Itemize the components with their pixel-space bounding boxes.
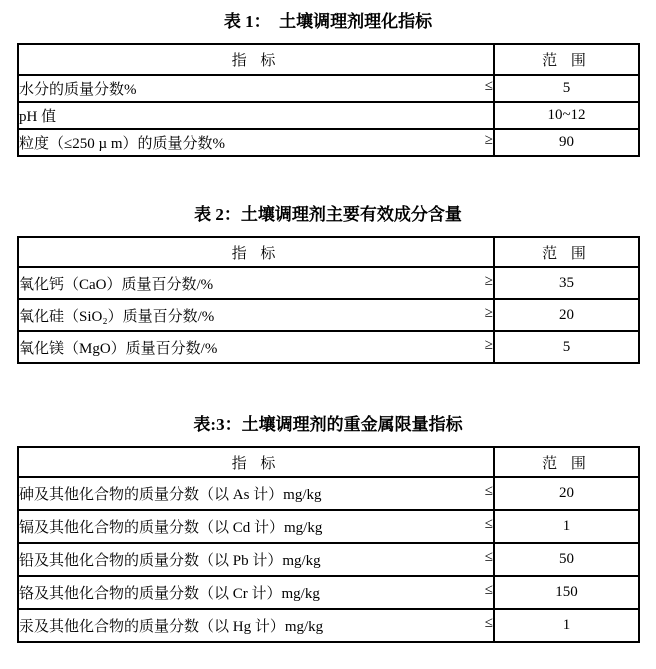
range-column-header: 范 围 [494, 447, 639, 477]
comparator-symbol: ≤ [484, 615, 493, 631]
indicator-cell [18, 331, 494, 363]
indicator-cell [18, 510, 494, 543]
indicator-label: 氧化钙（CaO）质量百分数/% [19, 276, 214, 293]
table-row [18, 75, 639, 102]
indicator-label: 铅及其他化合物的质量分数（以 Pb 计）mg/kg [19, 553, 321, 569]
indicator-label: 铬及其他化合物的质量分数（以 Cr 计）mg/kg [19, 586, 320, 602]
range-column-header: 范 围 [494, 237, 639, 267]
range-column-header: 范 围 [494, 44, 639, 75]
indicator-column-header: 指 标 [18, 447, 494, 477]
table-row [18, 576, 639, 609]
table-row [18, 543, 639, 576]
indicator-label: 镉及其他化合物的质量分数（以 Cd 计）mg/kg [19, 520, 323, 536]
indicator-cell [18, 129, 494, 156]
table-row [18, 102, 639, 129]
table-row [18, 477, 639, 510]
table-row [18, 510, 639, 543]
indicator-cell [18, 477, 494, 510]
table1-physicochemical-indicators [17, 43, 640, 157]
comparator-symbol: ≤ [484, 582, 493, 598]
table3-section [0, 414, 656, 643]
indicator-cell [18, 543, 494, 576]
table3-heavy-metal-limits [17, 446, 640, 643]
table-row [18, 267, 639, 299]
range-value: 35 [494, 267, 639, 299]
comparator-symbol: ≤ [484, 78, 493, 94]
indicator-cell [18, 75, 494, 102]
comparator-symbol: ≤ [484, 483, 493, 499]
comparator-symbol: ≥ [484, 336, 493, 353]
indicator-label: 氧化硅（SiO₂）质量百分数/% [19, 308, 215, 325]
table-row [18, 129, 639, 156]
indicator-column-header: 指 标 [18, 237, 494, 267]
comparator-symbol: ≥ [484, 272, 493, 289]
range-value: 20 [494, 477, 639, 510]
indicator-column-header: 指 标 [18, 44, 494, 75]
indicator-label: 氧化镁（MgO）质量百分数/% [19, 340, 218, 357]
table2-active-ingredient-content [17, 236, 640, 364]
indicator-cell [18, 609, 494, 642]
table-header-row [18, 237, 639, 267]
indicator-label: 水分的质量分数% [19, 82, 137, 98]
comparator-symbol: ≥ [484, 132, 493, 148]
indicator-cell [18, 102, 494, 129]
range-value: 90 [494, 129, 639, 156]
indicator-label: 砷及其他化合物的质量分数（以 As 计）mg/kg [19, 487, 322, 503]
indicator-label: pH 值 [19, 109, 57, 125]
range-value: 5 [494, 75, 639, 102]
table2-section [0, 204, 656, 364]
table1-section [0, 11, 656, 157]
indicator-label: 粒度（≤250 µ m）的质量分数% [19, 136, 226, 152]
table-row [18, 331, 639, 363]
table-row [18, 299, 639, 331]
table3-title: 表:3：土壤调理剂的重金属限量指标 [193, 415, 463, 434]
comparator-symbol: ≥ [484, 304, 493, 321]
comparator-symbol: ≤ [484, 516, 493, 532]
table-header-row [18, 447, 639, 477]
indicator-cell [18, 267, 494, 299]
range-value: 50 [494, 543, 639, 576]
range-value: 1 [494, 609, 639, 642]
range-value: 1 [494, 510, 639, 543]
table2-title: 表 2：土壤调理剂主要有效成分含量 [194, 205, 462, 224]
table-row [18, 609, 639, 642]
indicator-cell [18, 299, 494, 331]
range-value: 20 [494, 299, 639, 331]
indicator-cell [18, 576, 494, 609]
table-header-row [18, 44, 639, 75]
indicator-label: 汞及其他化合物的质量分数（以 Hg 计）mg/kg [19, 619, 324, 635]
table1-title: 表 1： 土壤调理剂理化指标 [223, 12, 433, 31]
range-value: 10~12 [494, 102, 639, 129]
comparator-symbol: ≤ [484, 549, 493, 565]
range-value: 5 [494, 331, 639, 363]
range-value: 150 [494, 576, 639, 609]
